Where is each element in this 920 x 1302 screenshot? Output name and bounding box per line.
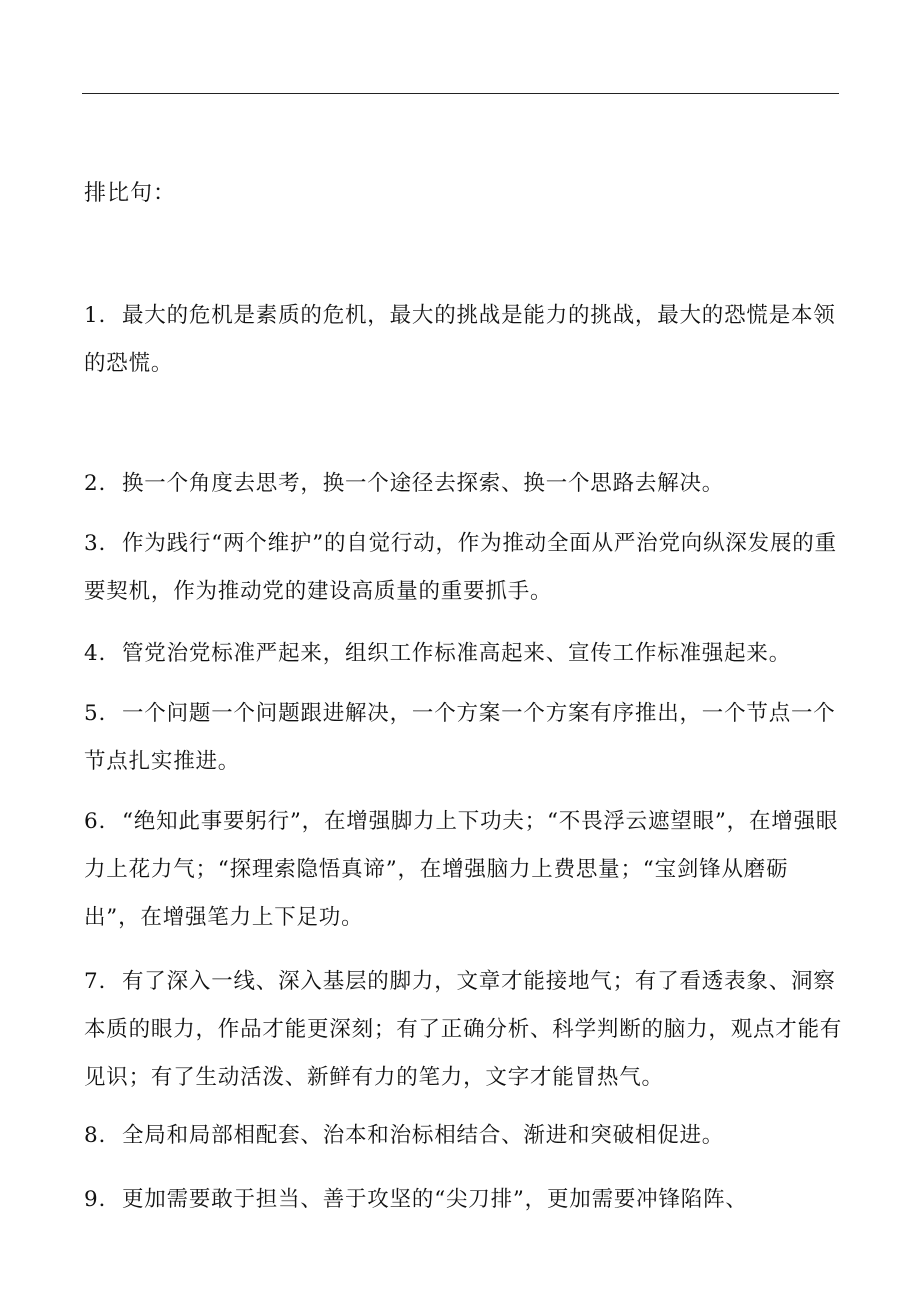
item-text: 最大的危机是素质的危机，最大的挑战是能力的挑战，最大的恐慌是本领的恐慌。 <box>84 303 836 376</box>
list-item <box>84 520 844 616</box>
section-heading: 排比句： <box>84 181 177 206</box>
item-text: 全局和局部相配套、治本和治标相结合、渐进和突破相促进。 <box>122 1123 725 1148</box>
list-item <box>84 690 844 786</box>
item-number: 4. <box>84 641 107 666</box>
item-number: 1. <box>84 303 107 328</box>
item-text: 更加需要敢于担当、善于攻坚的“尖刀排”，更加需要冲锋陷阵、 <box>122 1187 748 1212</box>
list-item <box>84 1176 844 1224</box>
list-item <box>84 798 844 942</box>
item-number: 9. <box>84 1187 107 1212</box>
list-item <box>84 460 844 508</box>
item-number: 5. <box>84 701 107 726</box>
item-number: 3. <box>84 531 107 556</box>
item-text: “绝知此事要躬行”，在增强脚力上下功夫；“不畏浮云遮望眼”，在增强眼力上花力气；“探理索隐悟真谛”，在增强脑力上费思量；“宝剑锋从磨砺出”，在增强笔力上下足功。 <box>84 809 839 930</box>
list-item <box>84 630 844 678</box>
list-item <box>84 958 844 1102</box>
item-text: 作为践行“两个维护”的自觉行动，作为推动全面从严治党向纵深发展的重要契机，作为推动党的建设高质量的重要抓手。 <box>84 531 837 604</box>
item-text: 管党治党标准严起来，组织工作标准高起来、宣传工作标准强起来。 <box>122 641 792 666</box>
item-number: 6. <box>84 809 107 834</box>
item-text: 有了深入一线、深入基层的脚力，文章才能接地气；有了看透表象、洞察本质的眼力，作品才能更深刻；有了正确分析、科学判断的脑力，观点才能有见识；有了生动活泼、新鲜有力的笔力，文字才能冒热气。 <box>84 969 843 1090</box>
list-item <box>84 1112 844 1160</box>
item-number: 2. <box>84 471 107 496</box>
item-number: 7. <box>84 969 107 994</box>
item-number: 8. <box>84 1123 107 1148</box>
item-text: 换一个角度去思考，换一个途径去探索、换一个思路去解决。 <box>122 471 725 496</box>
list-item <box>84 292 844 388</box>
item-text: 一个问题一个问题跟进解决，一个方案一个方案有序推出，一个节点一个节点扎实推进。 <box>84 701 836 774</box>
header-rule <box>82 93 839 94</box>
